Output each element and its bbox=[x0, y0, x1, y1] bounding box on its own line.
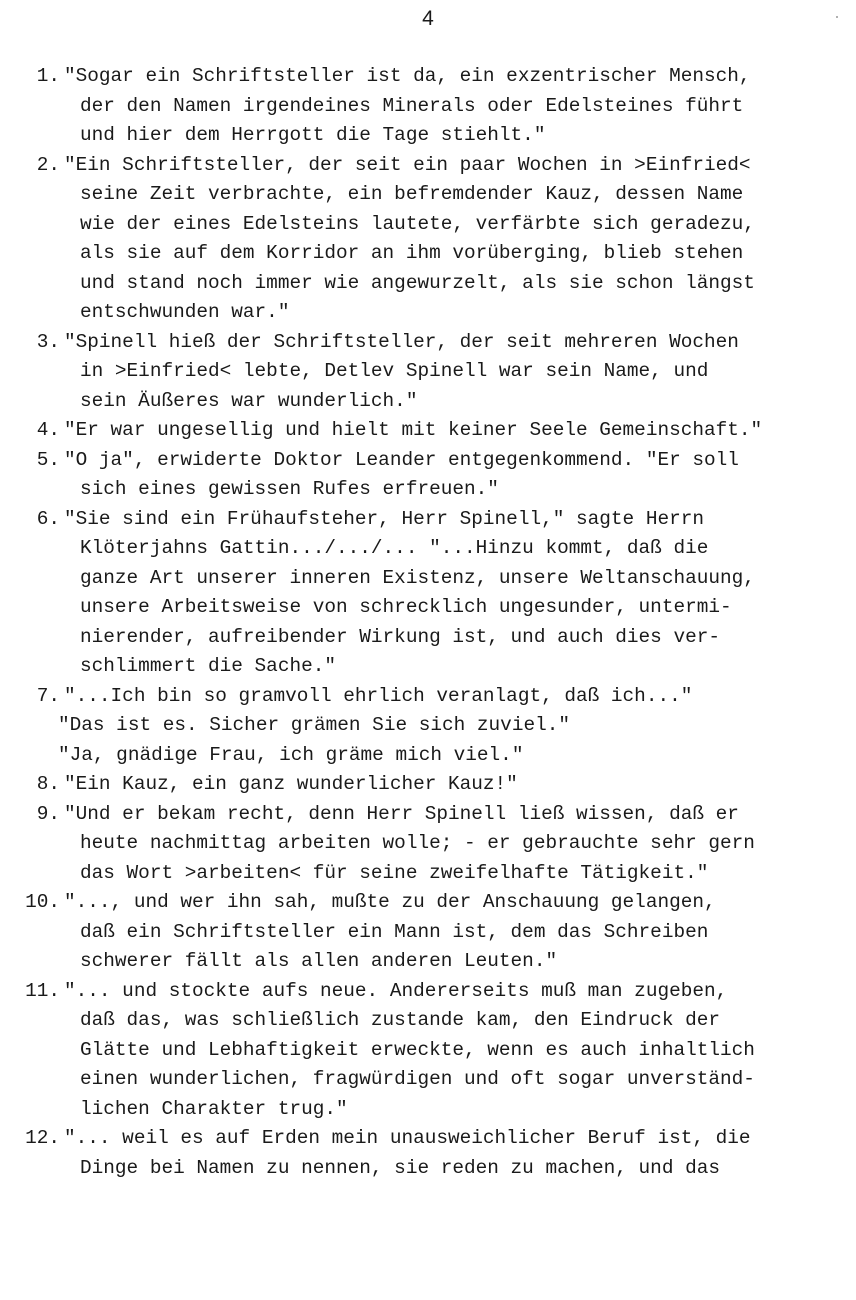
quote-item bbox=[0, 977, 856, 1125]
quote-line: "..., und wer ihn sah, mußte zu der Anschauung gelangen, bbox=[64, 891, 716, 913]
quote-line: "O ja", erwiderte Doktor Leander entgegenkommend. "Er soll bbox=[64, 448, 739, 471]
quote-list bbox=[0, 62, 856, 1183]
quote-line: einen wunderlichen, fragwürdigen und oft sogar unverständ- bbox=[80, 1068, 755, 1090]
quote-line: "Er war ungesellig und hielt mit keiner Seele Gemeinschaft." bbox=[64, 419, 763, 441]
quote-text bbox=[64, 151, 856, 328]
quote-line: schlimmert die Sache." bbox=[80, 655, 336, 677]
quote-text bbox=[64, 888, 856, 977]
quote-item bbox=[0, 770, 856, 800]
quote-line: "Und er bekam recht, denn Herr Spinell ließ wissen, daß er bbox=[64, 802, 739, 825]
item-number: 7. bbox=[36, 684, 60, 707]
quote-item bbox=[0, 1124, 856, 1183]
quote-line: sein Äußeres war wunderlich." bbox=[80, 389, 418, 412]
quote-line: "Sogar ein Schriftsteller ist da, ein exzentrischer Mensch, bbox=[64, 65, 751, 87]
quote-line: entschwunden war." bbox=[80, 301, 290, 323]
quote-text bbox=[64, 505, 856, 682]
quote-text bbox=[58, 682, 856, 771]
quote-line: das Wort >arbeiten< für seine zweifelhafte Tätigkeit." bbox=[80, 861, 709, 884]
quote-line: daß das, was schließlich zustande kam, den Eindruck der bbox=[80, 1009, 720, 1031]
item-number: 3. bbox=[36, 330, 60, 353]
quote-item bbox=[0, 682, 856, 771]
item-number: 6. bbox=[36, 507, 60, 530]
quote-line: der den Namen irgendeines Minerals oder Edelsteines führt bbox=[80, 94, 744, 117]
item-number: 9. bbox=[36, 802, 60, 825]
item-number: 8. bbox=[36, 773, 60, 795]
quote-line: Glätte und Lebhaftigkeit erweckte, wenn es auch inhaltlich bbox=[80, 1038, 755, 1061]
quote-line: daß ein Schriftsteller ein Mann ist, dem das Schreiben bbox=[80, 920, 709, 943]
quote-line: "Sie sind ein Frühaufsteher, Herr Spinell," sagte Herrn bbox=[64, 507, 704, 530]
quote-line: "Ein Kauz, ein ganz wunderlicher Kauz!" bbox=[64, 773, 518, 795]
quote-line: schwerer fällt als allen anderen Leuten." bbox=[80, 950, 558, 972]
quote-text bbox=[64, 770, 856, 800]
quote-line: Klöterjahns Gattin.../.../... "...Hinzu kommt, daß die bbox=[80, 537, 709, 559]
quote-line: unsere Arbeitsweise von schrecklich ungesunder, untermi- bbox=[80, 596, 732, 618]
quote-line: "... weil es auf Erden mein unausweichlicher Beruf ist, die bbox=[64, 1127, 751, 1149]
item-number: 1. bbox=[36, 65, 60, 87]
quote-text bbox=[64, 446, 856, 505]
quote-line: und stand noch immer wie angewurzelt, als sie schon längst bbox=[80, 271, 755, 294]
quote-line: ganze Art unserer inneren Existenz, unsere Weltanschauung, bbox=[80, 566, 755, 589]
quote-line: sich eines gewissen Rufes erfreuen." bbox=[80, 478, 499, 500]
quote-item bbox=[0, 328, 856, 417]
quote-item bbox=[0, 446, 856, 505]
quote-line: nierender, aufreibender Wirkung ist, und auch dies ver- bbox=[80, 625, 720, 648]
dialogue-line: "Ja, gnädige Frau, ich gräme mich viel." bbox=[58, 743, 524, 766]
quote-item bbox=[0, 800, 856, 889]
item-number: 5. bbox=[36, 448, 60, 471]
quote-item bbox=[0, 505, 856, 682]
item-number: 2. bbox=[36, 153, 60, 176]
quote-item bbox=[0, 416, 856, 446]
quote-line: "Ein Schriftsteller, der seit ein paar Wochen in >Einfried< bbox=[64, 153, 751, 176]
item-number: 11. bbox=[25, 979, 60, 1002]
quote-line: heute nachmittag arbeiten wolle; - er gebrauchte sehr gern bbox=[80, 832, 755, 854]
item-number: 10. bbox=[25, 891, 60, 913]
quote-item bbox=[0, 62, 856, 151]
quote-line: seine Zeit verbrachte, ein befremdender Kauz, dessen Name bbox=[80, 183, 744, 205]
quote-item bbox=[0, 888, 856, 977]
page-number: 4 bbox=[422, 7, 434, 30]
dialogue-line: "Das ist es. Sicher grämen Sie sich zuviel." bbox=[58, 714, 570, 736]
quote-text bbox=[64, 416, 856, 446]
quote-text bbox=[64, 977, 856, 1125]
quote-text bbox=[64, 62, 856, 151]
quote-line: Dinge bei Namen zu nennen, sie reden zu machen, und das bbox=[80, 1156, 720, 1179]
quote-text bbox=[64, 328, 856, 417]
quote-item bbox=[0, 151, 856, 328]
quote-line: wie der eines Edelsteins lautete, verfärbte sich geradezu, bbox=[80, 212, 755, 235]
quote-text bbox=[64, 800, 856, 889]
item-number: 4. bbox=[36, 419, 60, 441]
scan-speck bbox=[836, 16, 838, 18]
quote-line: und hier dem Herrgott die Tage stiehlt." bbox=[80, 124, 546, 146]
quote-line: "... und stockte aufs neue. Andererseits muß man zugeben, bbox=[64, 979, 728, 1002]
quote-line: "...Ich bin so gramvoll ehrlich veranlagt, daß ich..." bbox=[64, 684, 693, 707]
quote-line: als sie auf dem Korridor an ihm vorüberging, blieb stehen bbox=[80, 242, 744, 264]
quote-text bbox=[64, 1124, 856, 1183]
item-number: 12. bbox=[25, 1127, 60, 1149]
quote-line: "Spinell hieß der Schriftsteller, der seit mehreren Wochen bbox=[64, 330, 739, 353]
quote-line: lichen Charakter trug." bbox=[80, 1097, 348, 1120]
quote-line: in >Einfried< lebte, Detlev Spinell war sein Name, und bbox=[80, 360, 709, 382]
